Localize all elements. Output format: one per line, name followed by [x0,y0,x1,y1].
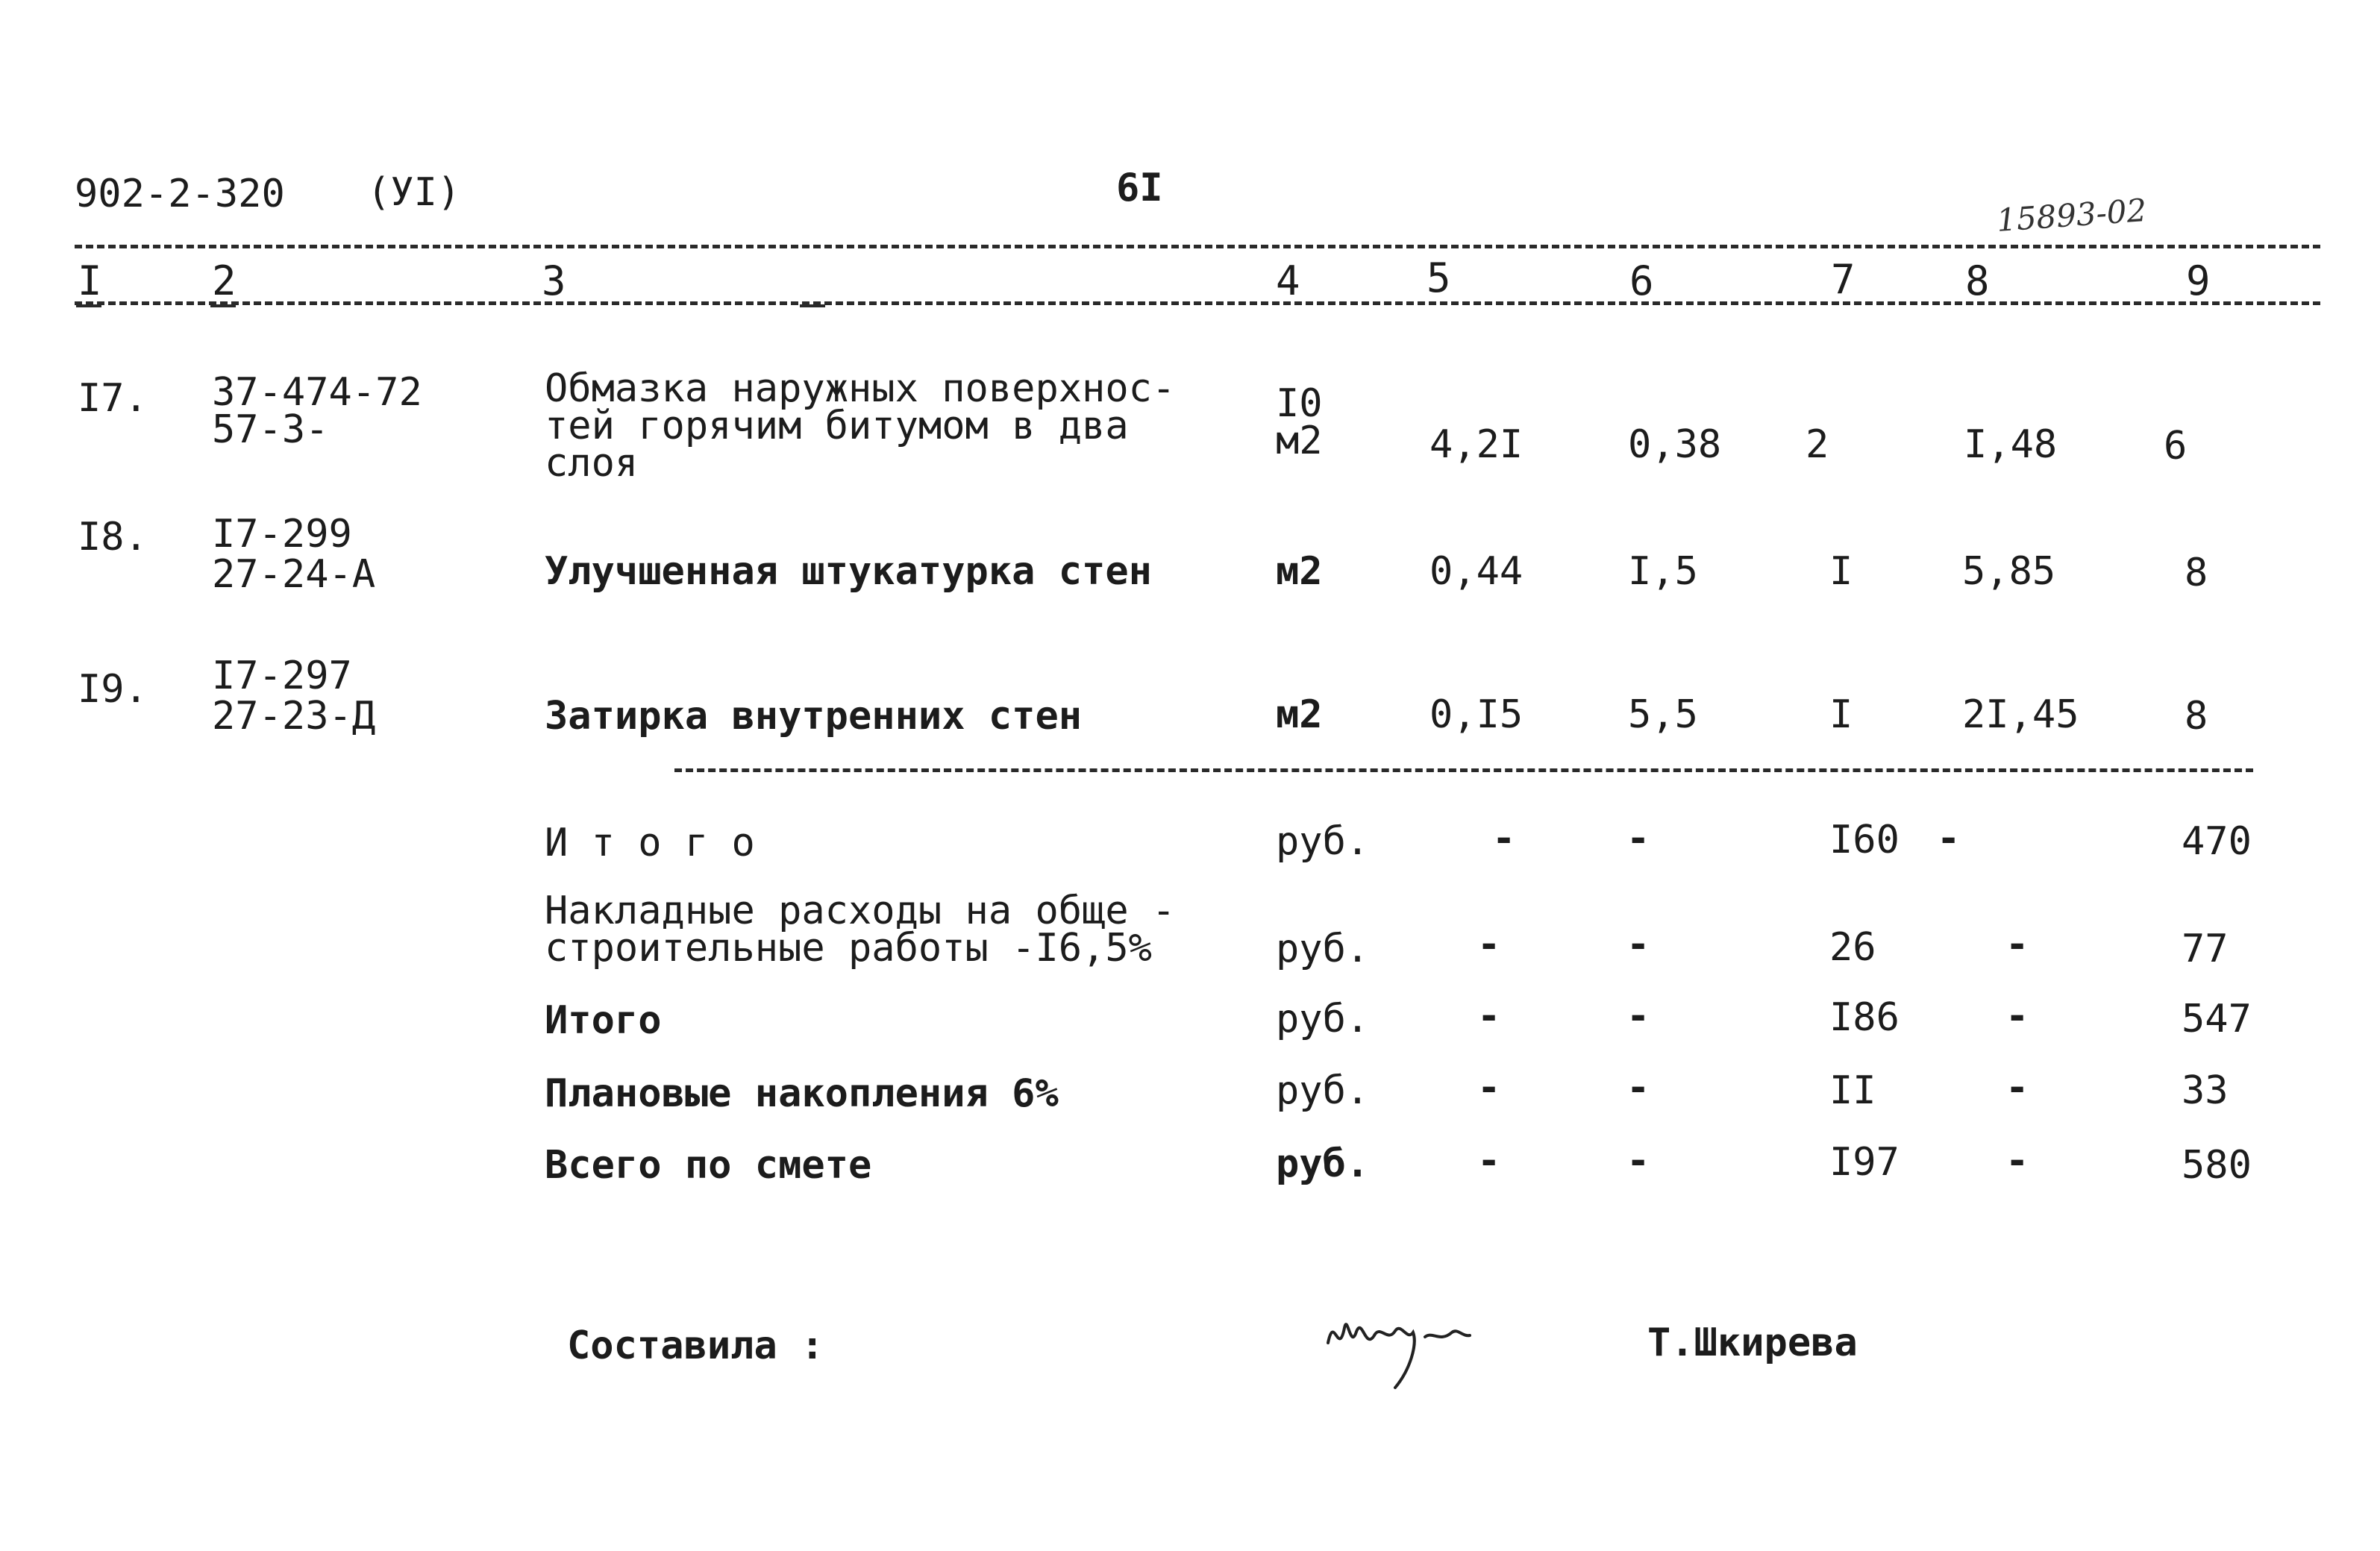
signature [1321,1298,1485,1395]
row-code-primary: 37-474-72 [212,370,422,415]
subtotal-col5: - [1477,994,1501,1038]
total-col7: I60 [1829,818,1900,862]
grand-total-col8: - [2005,1138,2029,1183]
column-number-6: 6 [1629,257,1654,304]
row-unit: м2 [1276,549,1323,594]
planned-savings-label: Плановые накопления 6% [545,1071,1059,1116]
section-number: (УI) [367,170,461,215]
grand-total-col7: I97 [1829,1140,1900,1185]
total-col9: 470 [2182,819,2252,864]
total-col8: - [1937,816,1961,861]
total-col6: - [1626,816,1650,861]
row-col9: 8 [2185,694,2208,739]
planned-savings-col9: 33 [2182,1068,2229,1113]
grand-total-col6: - [1626,1138,1650,1183]
subtotal-label: Итого [545,998,662,1043]
total-unit: руб. [1276,819,1370,864]
row-col6: 5,5 [1628,692,1698,737]
column-number-1: I [78,257,102,304]
column-number-4: 4 [1276,257,1300,304]
column-number-7: 7 [1831,256,1856,303]
page-number: 6I [1116,166,1163,210]
row-col9: 8 [2185,551,2208,595]
row-code-secondary: 27-24-А [212,552,376,597]
overhead-label: Накладные расходы на обще - строительные работы -I6,5% [545,889,1176,971]
subtotal-col6: - [1626,994,1650,1038]
grand-total-label: Всего по смете [545,1143,872,1188]
compiled-by-label: Составила : [567,1323,824,1368]
grand-total-col5: - [1477,1138,1501,1183]
subtotal-col9: 547 [2182,997,2252,1041]
row-col5: 4,2I [1429,422,1523,467]
column-number-8: 8 [1965,257,1990,304]
compiler-name: Т.Шкирева [1647,1320,1858,1365]
row-col7: I [1829,549,1853,594]
column-number-2: 2 [212,257,237,304]
row-col8: 2I,45 [1962,692,2079,737]
header-rule-top [75,245,2320,248]
row-unit: I0 м2 [1276,381,1323,463]
row-col7: 2 [1806,422,1829,467]
row-col8: 5,85 [1962,549,2056,594]
header-rule-bottom [75,301,2320,305]
row-number: I7. [78,376,148,421]
archive-number: 15893-02 [1995,192,2148,239]
row-description: Затирка внутренних стен [545,694,1083,739]
overhead-col5: - [1477,922,1501,967]
row-number: I9. [78,667,148,712]
grand-total-col9: 580 [2182,1143,2252,1188]
subtotal-unit: руб. [1276,997,1370,1041]
overhead-col8: - [2005,922,2029,967]
row-code-primary: I7-299 [212,512,352,557]
row-col9: 6 [2164,424,2188,469]
row-number: I8. [78,515,148,560]
planned-savings-col6: - [1626,1065,1650,1110]
total-label: И т о г о [545,821,755,865]
row-unit: м2 [1276,692,1323,737]
row-col8: I,48 [1964,422,2058,467]
row-code-secondary: 57-3- [212,407,329,452]
row-col7: I [1829,692,1853,737]
row-code-primary: I7-297 [212,654,352,698]
column-number-9: 9 [2186,257,2211,304]
row-description: Улучшенная штукатурка стен [545,549,1152,594]
row-description: Обмазка наружных поверхнос- тей горячим битумом в два слоя [545,366,1176,486]
total-col5: - [1492,816,1516,861]
row-col5: 0,I5 [1429,692,1523,737]
subtotal-col8: - [2005,994,2029,1038]
overhead-col6: - [1626,922,1650,967]
row-code-secondary: 27-23-Д [212,694,376,739]
planned-savings-col5: - [1477,1065,1501,1110]
row-col5: 0,44 [1429,549,1523,594]
overhead-col7: 26 [1829,925,1876,970]
document-code: 902-2-320 [75,172,285,216]
planned-savings-col7: II [1829,1068,1876,1113]
planned-savings-col8: - [2005,1065,2029,1110]
row-col6: 0,38 [1628,422,1722,467]
grand-total-unit: руб. [1276,1141,1370,1186]
overhead-unit: руб. [1276,927,1370,971]
column-number-3: 3 [542,257,566,304]
overhead-col9: 77 [2182,927,2229,971]
planned-savings-unit: руб. [1276,1068,1370,1113]
subtotal-col7: I86 [1829,995,1900,1040]
totals-separator [674,768,2253,772]
column-number-5: 5 [1427,254,1451,301]
row-col6: I,5 [1628,549,1698,594]
